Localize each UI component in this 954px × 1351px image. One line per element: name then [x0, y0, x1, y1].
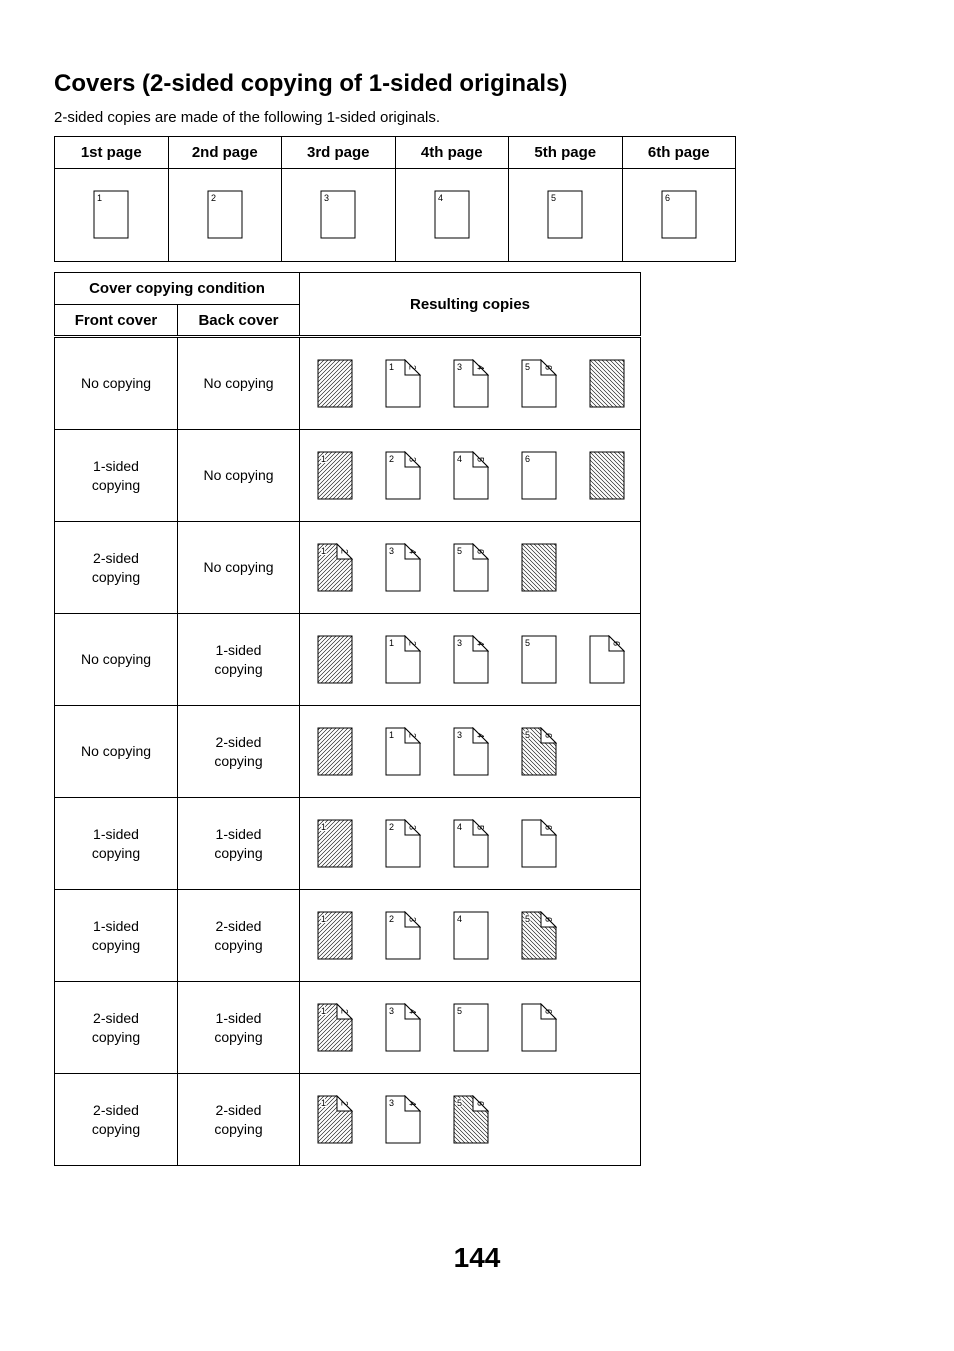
- front-page-number: 2: [389, 822, 395, 832]
- originals-header-row: [55, 137, 736, 169]
- copy-sheet-icon: [385, 451, 421, 501]
- intro-text: 2-sided copies are made of the following 1-sided originals.: [54, 109, 441, 126]
- front-page-number: 1: [321, 546, 327, 556]
- original-page-icon: [93, 190, 129, 240]
- front-page-number: 5: [525, 362, 531, 372]
- back-page-number: 6: [543, 364, 554, 371]
- front-cover-condition: 1-sided copying: [91, 825, 141, 861]
- back-page-number: 2: [407, 732, 418, 739]
- copy-sheet-icon: [317, 1095, 353, 1145]
- copy-sheet-icon: [521, 635, 557, 685]
- front-page-number: 1: [321, 454, 327, 464]
- front-cover-cell: [55, 522, 178, 614]
- copy-sheet-icon: [453, 819, 489, 869]
- originals-header-cell: 1st page: [55, 137, 169, 169]
- back-page-number: 2: [407, 364, 418, 371]
- original-page-icon: [661, 190, 697, 240]
- front-page-number: 3: [389, 1006, 395, 1016]
- copy-sheet-icon: [521, 819, 557, 869]
- front-page-number: 2: [389, 914, 395, 924]
- back-page-number: 6: [543, 824, 554, 831]
- originals-header-cell: 6th page: [622, 137, 736, 169]
- result-row: [55, 890, 641, 982]
- back-page-number: 5: [475, 456, 486, 463]
- copy-sheet-icon: [385, 1095, 421, 1145]
- back-page-number: 6: [543, 732, 554, 739]
- back-page-number: 2: [407, 640, 418, 647]
- original-page-number: 2: [210, 193, 216, 203]
- copy-sheet-icon: [521, 359, 557, 409]
- copy-sheet-icon: [385, 911, 421, 961]
- resulting-copies-cell: [300, 890, 641, 982]
- originals-pages-row: [55, 169, 736, 262]
- front-cover-cell: [55, 614, 178, 706]
- original-page-number: 6: [664, 193, 670, 203]
- front-page-number: 1: [389, 638, 395, 648]
- front-page-number: 3: [389, 1098, 395, 1108]
- front-cover-condition: No copying: [80, 743, 152, 759]
- header-cover-condition: Cover copying condition: [55, 273, 300, 305]
- copy-sheet-icon: [589, 359, 625, 409]
- originals-header-cell: 3rd page: [282, 137, 396, 169]
- front-page-number: 4: [457, 454, 463, 464]
- resulting-copies-cell: [300, 522, 641, 614]
- original-page-cell: [509, 169, 623, 262]
- originals-header-cell: 4th page: [395, 137, 509, 169]
- result-row: [55, 337, 641, 430]
- back-page-number: 4: [407, 548, 418, 555]
- original-page-cell: [622, 169, 736, 262]
- front-page-number: 5: [525, 914, 531, 924]
- copy-sheet-icon: [317, 819, 353, 869]
- resulting-copies-cell: [300, 706, 641, 798]
- copy-sheet-icon: [521, 1003, 557, 1053]
- back-cover-condition: No copying: [203, 467, 274, 483]
- front-page-number: 3: [457, 362, 463, 372]
- back-page-number: 3: [407, 456, 418, 463]
- back-cover-condition: No copying: [203, 559, 274, 575]
- resulting-copies-cell: [300, 1074, 641, 1166]
- copy-sheet-icon: [385, 727, 421, 777]
- back-cover-cell: [178, 982, 300, 1074]
- copy-sheet-icon: [453, 635, 489, 685]
- back-page-number: 2: [339, 548, 350, 555]
- original-page-icon: [320, 190, 356, 240]
- copy-sheet-icon: [317, 543, 353, 593]
- front-page-number: 1: [321, 822, 327, 832]
- resulting-copies-cell: [300, 614, 641, 706]
- back-cover-cell: [178, 890, 300, 982]
- front-page-number: 1: [321, 1098, 327, 1108]
- original-page-cell: [55, 169, 169, 262]
- copy-sheet-icon: [317, 359, 353, 409]
- back-cover-condition: 1-sided copying: [214, 641, 263, 677]
- back-page-number: 5: [475, 824, 486, 831]
- copy-sheet-icon: [453, 359, 489, 409]
- original-page-cell: [282, 169, 396, 262]
- front-cover-condition: No copying: [80, 651, 152, 667]
- copy-sheet-icon: [453, 543, 489, 593]
- back-page-number: 4: [407, 1008, 418, 1015]
- results-table: [54, 272, 641, 1166]
- result-row: [55, 706, 641, 798]
- front-page-number: 3: [457, 638, 463, 648]
- back-page-number: 4: [475, 364, 486, 371]
- original-page-cell: [168, 169, 282, 262]
- back-page-number: 4: [475, 640, 486, 647]
- front-page-number: 5: [457, 1006, 463, 1016]
- results-header-row: [55, 273, 641, 305]
- copy-sheet-icon: [385, 1003, 421, 1053]
- front-cover-cell: [55, 1074, 178, 1166]
- header-back-cover: Back cover: [178, 305, 300, 337]
- back-cover-condition: 1-sided copying: [214, 825, 263, 861]
- back-page-number: 2: [339, 1100, 350, 1107]
- copy-sheet-icon: [385, 359, 421, 409]
- result-row: [55, 982, 641, 1074]
- resulting-copies-cell: [300, 430, 641, 522]
- back-cover-condition: 2-sided copying: [214, 733, 263, 769]
- front-cover-condition: 2-sided copying: [91, 1009, 141, 1045]
- front-page-number: 4: [457, 822, 463, 832]
- back-page-number: 6: [543, 916, 554, 923]
- header-resulting-copies: Resulting copies: [300, 273, 641, 337]
- page-title: Covers (2-sided copying of 1-sided originals): [54, 70, 568, 97]
- front-cover-condition: 2-sided copying: [91, 549, 141, 585]
- back-page-number: 3: [407, 824, 418, 831]
- front-cover-cell: [55, 982, 178, 1074]
- copy-sheet-icon: [317, 727, 353, 777]
- back-page-number: 3: [407, 916, 418, 923]
- result-row: [55, 614, 641, 706]
- copy-sheet-icon: [453, 451, 489, 501]
- front-page-number: 6: [525, 454, 531, 464]
- original-page-number: 5: [551, 193, 557, 203]
- original-page-number: 1: [97, 193, 103, 203]
- result-row: [55, 1074, 641, 1166]
- copy-sheet-icon: [317, 451, 353, 501]
- original-page-cell: [395, 169, 509, 262]
- copy-sheet-icon: [385, 635, 421, 685]
- front-cover-cell: [55, 337, 178, 430]
- front-cover-condition: 1-sided copying: [91, 917, 141, 953]
- back-cover-cell: [178, 706, 300, 798]
- copy-sheet-icon: [453, 911, 489, 961]
- back-page-number: 6: [543, 1008, 554, 1015]
- result-row: [55, 798, 641, 890]
- original-page-icon: [547, 190, 583, 240]
- resulting-copies-cell: [300, 798, 641, 890]
- original-page-icon: [207, 190, 243, 240]
- resulting-copies-cell: [300, 982, 641, 1074]
- copy-sheet-icon: [521, 451, 557, 501]
- front-cover-cell: [55, 798, 178, 890]
- copy-sheet-icon: [385, 543, 421, 593]
- back-cover-condition: 2-sided copying: [214, 1101, 263, 1137]
- back-page-number: 6: [475, 548, 486, 555]
- original-page-number: 3: [324, 193, 330, 203]
- originals-header-cell: 5th page: [509, 137, 623, 169]
- front-cover-condition: 1-sided copying: [91, 457, 141, 493]
- front-page-number: 1: [321, 1006, 327, 1016]
- original-page-icon: [434, 190, 470, 240]
- back-page-number: 2: [339, 1008, 350, 1015]
- copy-sheet-icon: [521, 911, 557, 961]
- front-page-number: 5: [457, 1098, 463, 1108]
- back-cover-cell: [178, 522, 300, 614]
- originals-table: [54, 136, 736, 262]
- original-page-number: 4: [437, 193, 443, 203]
- front-cover-cell: [55, 706, 178, 798]
- front-page-number: 1: [321, 914, 327, 924]
- front-page-number: 5: [457, 546, 463, 556]
- front-page-number: 3: [389, 546, 395, 556]
- resulting-copies-cell: [300, 337, 641, 430]
- front-page-number: 2: [389, 454, 395, 464]
- back-page-number: 6: [475, 1100, 486, 1107]
- back-cover-cell: [178, 798, 300, 890]
- back-cover-cell: [178, 614, 300, 706]
- header-front-cover: Front cover: [55, 305, 178, 337]
- back-cover-cell: [178, 337, 300, 430]
- copy-sheet-icon: [521, 727, 557, 777]
- back-cover-cell: [178, 1074, 300, 1166]
- back-page-number: 6: [611, 640, 622, 647]
- front-page-number: 5: [525, 730, 531, 740]
- front-cover-cell: [55, 890, 178, 982]
- front-page-number: 3: [457, 730, 463, 740]
- front-cover-condition: No copying: [80, 375, 152, 391]
- back-cover-condition: 2-sided copying: [214, 917, 263, 953]
- back-page-number: 4: [475, 732, 486, 739]
- originals-header-cell: 2nd page: [168, 137, 282, 169]
- front-cover-cell: [55, 430, 178, 522]
- copy-sheet-icon: [453, 727, 489, 777]
- back-cover-cell: [178, 430, 300, 522]
- back-cover-condition: 1-sided copying: [214, 1009, 263, 1045]
- copy-sheet-icon: [385, 819, 421, 869]
- back-cover-condition: No copying: [203, 375, 274, 391]
- copy-sheet-icon: [317, 911, 353, 961]
- front-page-number: 1: [389, 730, 395, 740]
- copy-sheet-icon: [589, 451, 625, 501]
- front-page-number: 1: [389, 362, 395, 372]
- copy-sheet-icon: [521, 543, 557, 593]
- page-number: 144: [453, 1242, 501, 1273]
- copy-sheet-icon: [589, 635, 625, 685]
- copy-sheet-icon: [453, 1095, 489, 1145]
- result-row: [55, 522, 641, 614]
- result-row: [55, 430, 641, 522]
- copy-sheet-icon: [317, 635, 353, 685]
- back-page-number: 4: [407, 1100, 418, 1107]
- front-cover-condition: 2-sided copying: [91, 1101, 141, 1137]
- copy-sheet-icon: [453, 1003, 489, 1053]
- front-page-number: 5: [525, 638, 531, 648]
- front-page-number: 4: [457, 914, 463, 924]
- copy-sheet-icon: [317, 1003, 353, 1053]
